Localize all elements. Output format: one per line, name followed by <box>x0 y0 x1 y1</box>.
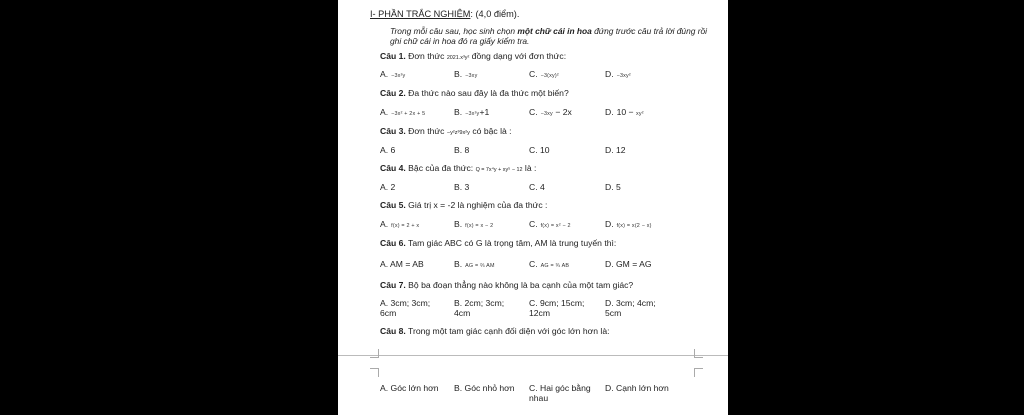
option-letter: B. <box>454 145 463 155</box>
q4-option-b[interactable] <box>454 182 469 192</box>
option-letter: C. <box>529 107 538 117</box>
q6-option-b[interactable] <box>454 259 495 271</box>
question-expression: 2021.x³y² <box>446 55 470 61</box>
q6-option-d[interactable] <box>605 259 652 269</box>
option-letter: D. <box>605 219 614 229</box>
question-text: Tam giác ABC có G là trọng tâm, AM là trung tuyến thì: <box>405 238 617 248</box>
option-text: −3(xy)² <box>540 73 559 79</box>
question-text: Trong một tam giác cạnh đối diện với góc lớn hơn là: <box>405 326 610 336</box>
q3-option-b[interactable] <box>454 145 469 155</box>
q4-option-d[interactable] <box>605 182 621 192</box>
question-label: Câu 4. <box>380 163 406 173</box>
q3-option-d[interactable] <box>605 145 626 155</box>
option-text-tail: xy² <box>635 111 644 117</box>
question-text: Đơn thức <box>405 126 447 136</box>
option-letter: D. <box>605 69 614 79</box>
option-letter: A. <box>380 107 389 117</box>
option-text: Góc lớn hơn <box>390 383 439 393</box>
question-expression: Q = 7x⁴y + xy⁵ − 12 <box>475 167 523 173</box>
question-text: Đa thức nào sau đây là đa thức một biến? <box>405 88 569 98</box>
q1-option-d[interactable] <box>605 69 631 81</box>
option-letter: C. <box>529 383 538 393</box>
option-text: Cạnh lớn hơn <box>615 383 669 393</box>
option-text: AM = AB <box>390 259 424 269</box>
question-label: Câu 6. <box>380 238 406 248</box>
option-text: GM = AG <box>615 259 652 269</box>
question-8 <box>380 326 609 336</box>
page-corner-mark <box>694 349 703 358</box>
intro-part1: Trong mỗi câu sau, học sinh chọn <box>390 26 518 36</box>
option-text: AG = ¾ AB <box>540 263 570 269</box>
question-3 <box>380 126 512 138</box>
q1-option-b[interactable] <box>454 69 477 81</box>
q1-option-c[interactable] <box>529 69 559 81</box>
q2-option-a[interactable] <box>380 107 425 119</box>
question-1 <box>380 51 566 63</box>
question-text: Đơn thức <box>405 51 447 61</box>
option-letter: C. <box>529 259 538 269</box>
option-letter: A. <box>380 182 389 192</box>
option-letter: B. <box>454 298 463 308</box>
option-text: 10 − <box>616 107 634 117</box>
option-text: 3cm; 4cm; 5cm <box>605 298 656 318</box>
q2-option-b[interactable] <box>454 107 489 119</box>
q8-option-a[interactable] <box>380 383 439 393</box>
option-text: Hai góc bằng nhau <box>529 383 591 403</box>
option-letter: C. <box>529 219 538 229</box>
option-text: 3cm; 3cm; 6cm <box>380 298 431 318</box>
page-corner-mark <box>370 368 379 377</box>
option-text-tail: +1 <box>479 107 490 117</box>
q7-option-d[interactable] <box>605 298 667 318</box>
option-letter: B. <box>454 259 463 269</box>
option-letter: C. <box>529 298 538 308</box>
option-text: 9cm; 15cm; 12cm <box>529 298 585 318</box>
option-text: 4 <box>539 182 545 192</box>
option-letter: A. <box>380 219 389 229</box>
option-letter: D. <box>605 107 614 117</box>
instructions <box>390 27 710 46</box>
option-letter: A. <box>380 298 389 308</box>
q8-option-d[interactable] <box>605 383 669 393</box>
option-text: 12 <box>615 145 626 155</box>
q5-option-c[interactable] <box>529 219 571 231</box>
option-text: 2 <box>390 182 396 192</box>
option-letter: C. <box>529 145 538 155</box>
q2-option-c[interactable] <box>529 107 572 119</box>
q5-option-b[interactable] <box>454 219 493 231</box>
option-letter: D. <box>605 298 614 308</box>
option-letter: D. <box>605 145 614 155</box>
question-text: Bậc của đa thức: <box>405 163 476 173</box>
question-text-end: đồng dạng với đơn thức: <box>469 51 567 61</box>
option-letter: A. <box>380 383 389 393</box>
q1-option-a[interactable] <box>380 69 405 81</box>
option-text: −3xy <box>540 111 553 117</box>
q8-option-b[interactable] <box>454 383 515 393</box>
option-text: 8 <box>464 145 470 155</box>
q4-option-c[interactable] <box>529 182 545 192</box>
option-letter: A. <box>380 69 389 79</box>
section-header <box>370 9 519 19</box>
question-text: Giá trị x = -2 là nghiệm của đa thức : <box>405 200 548 210</box>
option-text: f(x) = 2 + x <box>391 223 420 229</box>
q5-option-d[interactable] <box>605 219 652 231</box>
q7-option-a[interactable] <box>380 298 442 318</box>
question-label: Câu 8. <box>380 326 406 336</box>
option-letter: D. <box>605 259 614 269</box>
option-letter: C. <box>529 182 538 192</box>
option-letter: D. <box>605 383 614 393</box>
q7-option-c[interactable] <box>529 298 591 318</box>
option-text: −3xy <box>465 73 478 79</box>
option-letter: B. <box>454 383 463 393</box>
option-text: f(x) = x − 2 <box>465 223 494 229</box>
option-letter: B. <box>454 182 463 192</box>
option-text: 2cm; 3cm; 4cm <box>454 298 505 318</box>
q3-option-a[interactable] <box>380 145 395 155</box>
q5-option-a[interactable] <box>380 219 419 231</box>
q6-option-c[interactable] <box>529 259 569 271</box>
q4-option-a[interactable] <box>380 182 395 192</box>
question-label: Câu 1. <box>380 51 406 61</box>
option-text: −3xy² <box>616 73 631 79</box>
question-text: Bộ ba đoạn thẳng nào không là ba cạnh của một tam giác? <box>405 280 634 290</box>
option-letter: C. <box>529 69 538 79</box>
question-2 <box>380 88 569 98</box>
option-text: f(x) = x² − 2 <box>540 223 571 229</box>
question-text-end: có bậc là : <box>469 126 512 136</box>
document-page <box>338 0 728 414</box>
question-expression: −y²z³9x²y <box>446 130 470 136</box>
page-corner-mark <box>694 368 703 377</box>
option-letter: B. <box>454 107 463 117</box>
option-text-tail: − 2x <box>555 107 572 117</box>
section-points: : (4,0 điểm). <box>470 9 520 19</box>
option-letter: D. <box>605 182 614 192</box>
q7-option-b[interactable] <box>454 298 516 318</box>
question-label: Câu 3. <box>380 126 406 136</box>
option-text: 10 <box>539 145 550 155</box>
question-7 <box>380 280 633 290</box>
q2-option-d[interactable] <box>605 107 644 119</box>
q8-option-c[interactable] <box>529 383 603 403</box>
option-text: 6 <box>390 145 396 155</box>
option-letter: A. <box>380 145 389 155</box>
question-6 <box>380 238 616 248</box>
page-corner-mark <box>370 349 379 358</box>
option-text: −3x²y <box>465 111 480 117</box>
option-text: Góc nhỏ hơn <box>464 383 515 393</box>
question-4 <box>380 163 536 175</box>
question-label: Câu 5. <box>380 200 406 210</box>
option-letter: A. <box>380 259 389 269</box>
section-title: I- PHẦN TRẮC NGHIỆM <box>370 9 471 19</box>
option-letter: B. <box>454 219 463 229</box>
option-text: f(x) = x(2 − x) <box>616 223 652 229</box>
option-text: −3x²y <box>391 73 406 79</box>
q6-option-a[interactable] <box>380 259 424 269</box>
question-5 <box>380 200 547 210</box>
q3-option-c[interactable] <box>529 145 550 155</box>
intro-part2: đứng trước câu trả lời đúng rồi ghi chữ cái in hoa đó ra giấy kiểm tra. <box>390 26 708 46</box>
question-text-end: là : <box>522 163 537 173</box>
option-text: 3 <box>464 182 470 192</box>
option-letter: B. <box>454 69 463 79</box>
intro-bold: một chữ cái in hoa <box>517 26 592 36</box>
question-label: Câu 7. <box>380 280 406 290</box>
option-text: AG = ⅔ AM <box>465 263 495 269</box>
option-text: 5 <box>615 182 621 192</box>
option-text: −3x² + 2x + 5 <box>391 111 426 117</box>
question-label: Câu 2. <box>380 88 406 98</box>
